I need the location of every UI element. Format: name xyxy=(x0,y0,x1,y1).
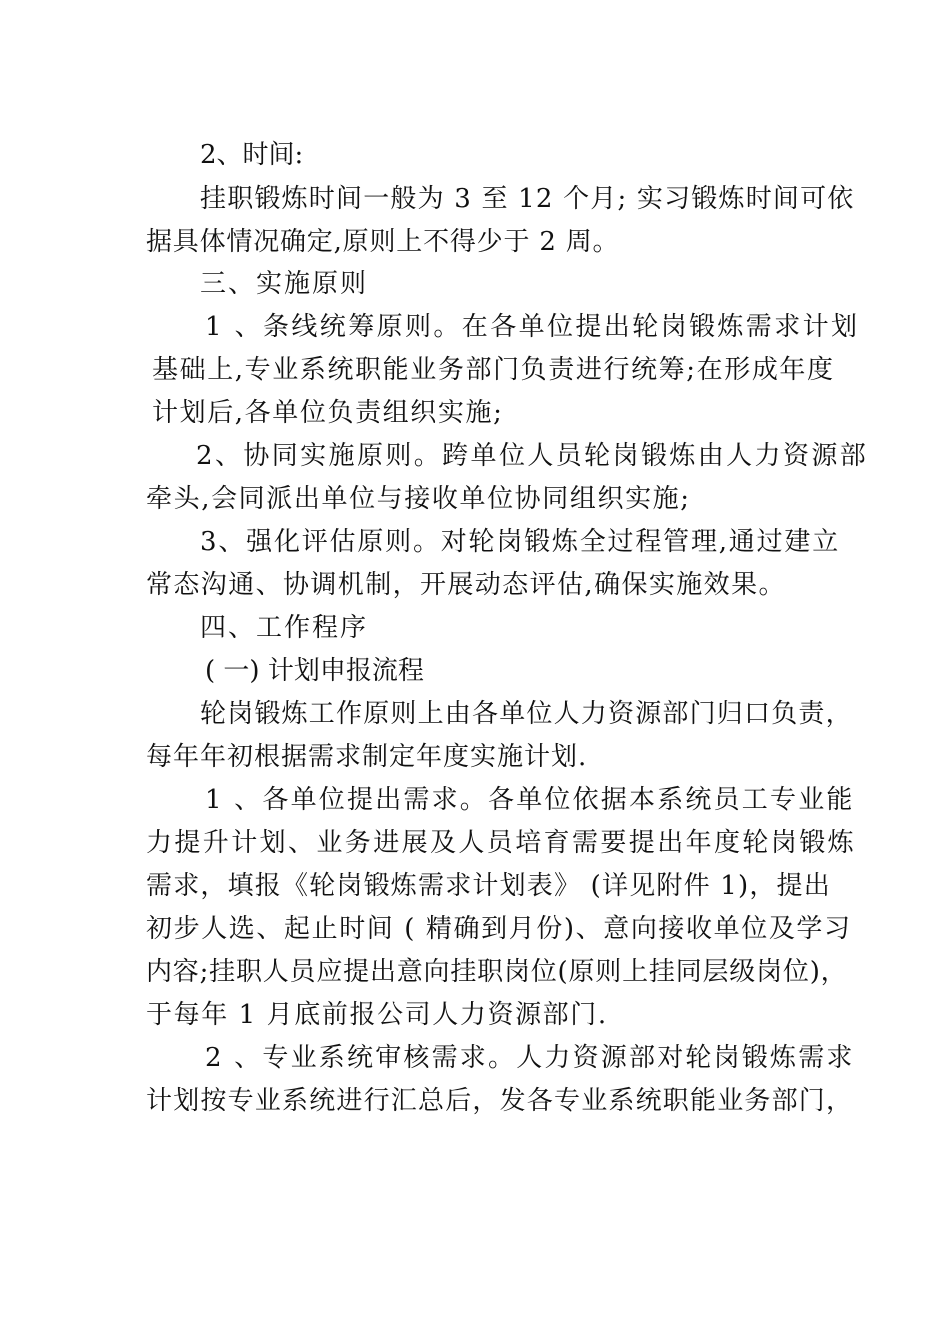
section-heading-work-procedure: 四、工作程序 xyxy=(200,613,369,643)
paragraph-line: 基础上,专业系统职能业务部门负责进行统筹;在形成年度 xyxy=(152,355,835,385)
paragraph-line: 内容;挂职人员应提出意向挂职岗位(原则上挂同层级岗位)， xyxy=(146,957,848,987)
paragraph-line: 需求，填报《轮岗锻炼需求计划表》 (详见附件 1)，提出 xyxy=(146,871,831,901)
paragraph-line: 1 、各单位提出需求。各单位依据本系统员工专业能 xyxy=(205,785,855,815)
paragraph-line: 1 、条线统筹原则。在各单位提出轮岗锻炼需求计划 xyxy=(205,312,860,342)
paragraph-line: 计划后,各单位负责组织实施; xyxy=(152,398,504,428)
paragraph-line: 2 、专业系统审核需求。人力资源部对轮岗锻炼需求 xyxy=(205,1043,855,1073)
paragraph-line: 3、强化评估原则。对轮岗锻炼全过程管理,通过建立 xyxy=(200,527,841,557)
paragraph-line: 据具体情况确定,原则上不得少于 2 周。 xyxy=(146,227,620,257)
subsection-heading-plan-application: ( 一) 计划申报流程 xyxy=(205,656,424,686)
paragraph-line: 挂职锻炼时间一般为 3 至 12 个月; 实习锻炼时间可依 xyxy=(200,184,855,214)
section-heading-implementation-principles: 三、实施原则 xyxy=(200,269,369,299)
paragraph-line: 2、协同实施原则。跨单位人员轮岗锻炼由人力资源部 xyxy=(196,441,869,471)
paragraph-line: 于每年 1 月底前报公司人力资源部门. xyxy=(146,1000,608,1030)
paragraph-line: 计划按专业系统进行汇总后，发各专业系统职能业务部门， xyxy=(146,1086,854,1116)
paragraph-line: 轮岗锻炼工作原则上由各单位人力资源部门归口负责， xyxy=(200,699,853,729)
paragraph-line: 常态沟通、协调机制，开展动态评估,确保实施效果。 xyxy=(146,570,786,600)
paragraph-line: 初步人选、起止时间 ( 精确到月份)、意向接收单位及学习 xyxy=(146,914,852,944)
paragraph-line: 每年年初根据需求制定年度实施计划. xyxy=(146,742,588,772)
paragraph-line: 力提升计划、业务进展及人员培育需要提出年度轮岗锻炼 xyxy=(146,828,857,858)
item-2-time-heading: 2、时间: xyxy=(200,140,304,170)
paragraph-line: 牵头,会同派出单位与接收单位协同组织实施; xyxy=(146,484,691,514)
